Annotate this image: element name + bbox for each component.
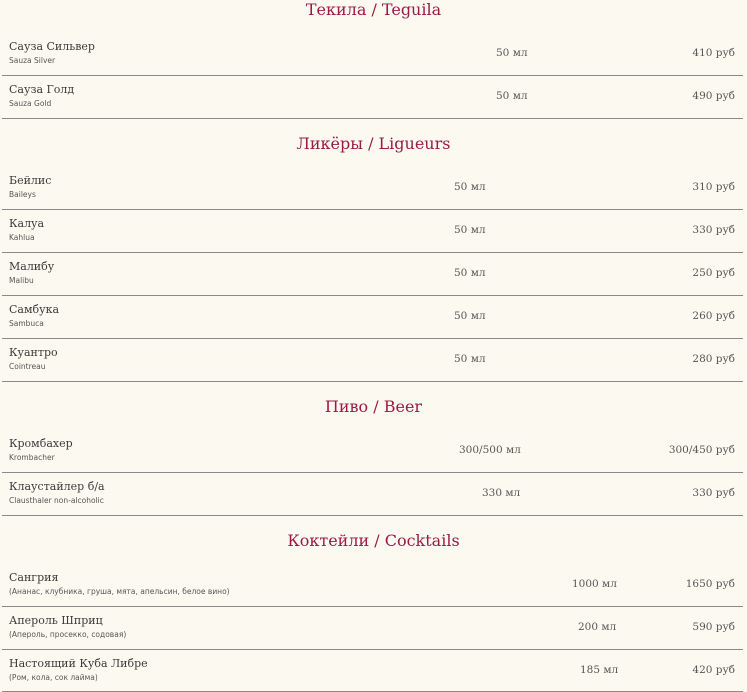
item-price: 1650 руб [685,578,735,590]
item-price: 260 руб [692,310,735,322]
item-volume: 185 мл [580,664,619,676]
item-name: Сангрия [9,571,59,584]
item-price: 410 руб [692,47,735,59]
menu-row [2,296,743,339]
item-subtitle: (Апероль, просекко, содовая) [9,630,127,639]
item-volume: 50 мл [454,224,486,236]
item-price: 250 руб [692,267,735,279]
item-name: Клаустайлер б/а [9,480,105,493]
item-price: 330 руб [692,487,735,499]
item-subtitle: Baileys [9,190,36,199]
item-subtitle: (Ром, кола, сок лайма) [9,673,98,682]
item-name: Калуа [9,217,45,230]
item-volume: 50 мл [454,353,486,365]
menu-row [2,167,743,210]
menu-row [2,564,743,607]
item-subtitle: Cointreau [9,362,46,371]
menu-row [2,210,743,253]
item-name: Куантро [9,346,58,359]
menu-row [2,607,743,650]
menu-row [2,650,743,692]
menu-row [2,76,743,119]
item-subtitle: Sauza Gold [9,99,52,108]
item-subtitle: Sambuca [9,319,44,328]
item-subtitle: Clausthaler non-alcoholic [9,496,104,505]
item-price: 490 руб [692,90,735,102]
item-volume: 50 мл [454,267,486,279]
item-subtitle: Krombacher [9,453,55,462]
item-name: Апероль Шприц [9,614,103,627]
item-name: Бейлис [9,174,52,187]
item-volume: 50 мл [454,310,486,322]
item-name: Сауза Сильвер [9,40,95,53]
item-volume: 1000 мл [572,578,617,590]
item-subtitle: Kahlua [9,233,35,242]
item-name: Настоящий Куба Либре [9,657,148,670]
item-volume: 200 мл [578,621,617,633]
section-title-liqueurs: Ликёры / Ligueurs [296,134,451,153]
section-title-tequila: Текила / Teguila [305,0,442,19]
section-title-cocktails: Коктейли / Cocktails [287,531,460,550]
item-price: 420 руб [692,664,735,676]
item-volume: 50 мл [496,90,528,102]
item-price: 310 руб [692,181,735,193]
section-title-beer: Пиво / Beer [324,397,423,416]
item-volume: 330 мл [482,487,521,499]
item-subtitle: Sauza Silver [9,56,56,65]
item-price: 590 руб [692,621,735,633]
menu-row [2,33,743,76]
item-volume: 50 мл [454,181,486,193]
item-subtitle: Malibu [9,276,34,285]
menu-row [2,473,743,516]
item-name: Сауза Голд [9,83,75,96]
item-price: 330 руб [692,224,735,236]
item-price: 280 руб [692,353,735,365]
item-price: 300/450 руб [668,444,735,456]
item-volume: 50 мл [496,47,528,59]
item-name: Кромбахер [9,437,73,450]
item-volume: 300/500 мл [459,444,521,456]
menu-row [2,339,743,382]
item-name: Малибу [9,260,55,273]
menu-row [2,253,743,296]
item-subtitle: (Ананас, клубника, груша, мята, апельсин, белое вино) [9,587,230,596]
menu-row [2,430,743,473]
item-name: Самбука [9,303,60,316]
